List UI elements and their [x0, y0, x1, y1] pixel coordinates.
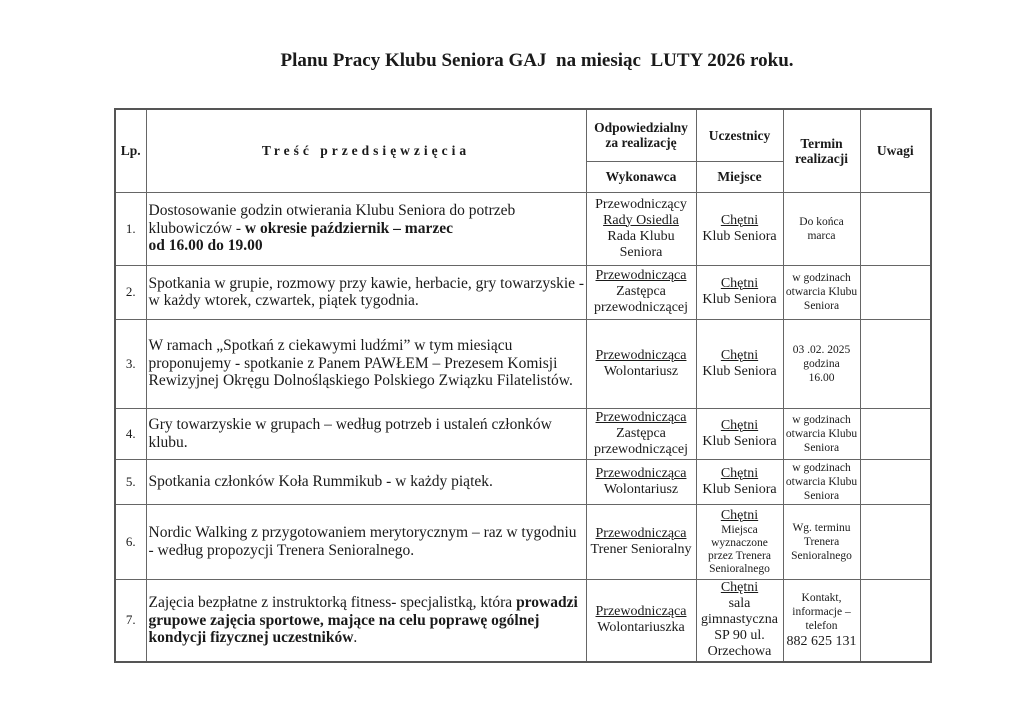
header-executor: Wykonawca [586, 161, 696, 192]
participants-underlined: Chętni [720, 417, 759, 433]
responsible-line: Trener Senioralny [590, 541, 692, 557]
text: Dostosowanie godzin otwierania Klubu Seniora do potrzeb klubowiczów - [148, 202, 516, 237]
deadline-line: w godzinach [792, 413, 851, 426]
activity-description [146, 459, 586, 504]
header-responsible: Odpowiedzialny za realizację [586, 109, 696, 161]
responsible-cell [586, 192, 696, 265]
participants-underlined: Chętni [720, 276, 759, 291]
participants-cell [696, 504, 783, 579]
phone-number: 882 625 131 [786, 633, 857, 649]
deadline-cell [783, 459, 860, 504]
participants-cell [696, 408, 783, 459]
notes-cell [860, 319, 931, 408]
row-number: 1. [115, 192, 146, 265]
responsible-cell [586, 459, 696, 504]
deadline-cell [783, 504, 860, 579]
bold-text: prowadzi grupowe zajęcia sportowe, mające na celu poprawę ogólnej kondycji fizycznej uczestników [148, 594, 578, 646]
header-notes: Uwagi [860, 109, 931, 192]
responsible-line: Wolontariusz [603, 481, 679, 497]
notes-cell [860, 192, 931, 265]
deadline-cell [783, 265, 860, 319]
deadline-cell [783, 319, 860, 408]
deadline-line: Wg. terminu [792, 521, 851, 534]
deadline-cell [783, 579, 860, 662]
deadline-line: godzina [803, 357, 840, 370]
table-row [115, 459, 931, 504]
activity-description [146, 319, 586, 408]
table-row [115, 319, 931, 408]
table-row [115, 579, 931, 662]
deadline-line: Senioralnego [791, 549, 852, 562]
deadline-line: Seniora [803, 489, 840, 502]
deadline-line: 16.00 [808, 371, 835, 384]
place-line: Klub Seniora [702, 433, 777, 449]
responsible-cell [586, 504, 696, 579]
activity-description [146, 504, 586, 579]
participants-underlined: Chętni [720, 212, 759, 228]
responsible-role-underlined: Przewodnicząca [595, 604, 687, 620]
participants-cell [696, 579, 783, 662]
page-title: Planu Pracy Klubu Seniora GAJ na miesiąc LUTY 2026 roku. [280, 50, 794, 71]
place-line: Klub Seniora [702, 292, 777, 307]
participants-cell [696, 319, 783, 408]
deadline-line: 03 .02. 2025 [792, 343, 851, 356]
bold-text: w okresie październik – marzec [244, 219, 453, 237]
deadline-line: Do końca [799, 215, 844, 228]
notes-cell [860, 579, 931, 662]
text: W ramach „Spotkań z ciekawymi ludźmi” w tym miesiącu proponujemy - spotkanie z Panem PAWŁEM – Prezesem Komisji Rewizyjnej Okręgu Dolnośląskiego Polskiego Związku Filatelistów. [148, 337, 573, 390]
row-number: 4. [115, 408, 146, 459]
place-line: SP 90 ul. [714, 628, 765, 644]
responsible-line: przewodniczącej [593, 441, 689, 457]
place-line: Senioralnego [709, 562, 770, 575]
deadline-line: w godzinach [792, 461, 851, 474]
table-row [115, 504, 931, 579]
participants-cell [696, 459, 783, 504]
participants-cell [696, 265, 783, 319]
notes-cell [860, 265, 931, 319]
activity-description [146, 192, 586, 265]
table-row [115, 192, 931, 265]
deadline-line: otwarcia Klubu [785, 427, 858, 440]
activity-description [146, 408, 586, 459]
text: Nordic Walking z przygotowaniem merytorycznym – raz w tygodniu - według propozycji Trenera Senioralnego. [148, 524, 577, 559]
responsible-role-underlined: Przewodnicząca [595, 268, 687, 283]
text: Gry towarzyskie w grupach – według potrzeb i ustaleń członków klubu. [148, 416, 552, 451]
notes-cell [860, 504, 931, 579]
header-deadline: Termin realizacji [783, 109, 860, 192]
header-content: Treść przedsięwzięcia [146, 109, 586, 192]
deadline-line: Kontakt, [801, 591, 842, 604]
row-number: 6. [115, 504, 146, 579]
place-line: gimnastyczna [701, 612, 778, 628]
responsible-cell [586, 408, 696, 459]
responsible-line: Rada Klubu [607, 228, 675, 244]
participants-underlined: Chętni [720, 507, 759, 523]
header-place: Miejsce [696, 161, 783, 192]
responsible-line: Przewodniczący [595, 196, 687, 212]
place-line: Klub Seniora [702, 363, 777, 379]
row-number: 2. [115, 265, 146, 319]
place-line: wyznaczone [711, 536, 768, 549]
table-body [115, 192, 931, 662]
deadline-line: informacje – [792, 605, 851, 618]
deadline-line: Trenera [803, 535, 840, 548]
responsible-line: Wolontariuszka [597, 620, 685, 636]
responsible-role-underlined: Rady Osiedla [603, 212, 679, 228]
table-row [115, 408, 931, 459]
text: . [353, 629, 358, 646]
text: Spotkania członków Koła Rummikub - w każdy piątek. [148, 472, 493, 490]
responsible-line: Zastępca [616, 284, 666, 299]
deadline-line: Seniora [803, 300, 840, 312]
notes-cell [860, 408, 931, 459]
deadline-cell [783, 192, 860, 265]
responsible-role-underlined: Przewodnicząca [595, 525, 687, 541]
responsible-cell [586, 579, 696, 662]
notes-cell [860, 459, 931, 504]
activity-description [146, 265, 586, 319]
participants-cell [696, 192, 783, 265]
participants-underlined: Chętni [720, 465, 759, 481]
deadline-line: Seniora [803, 441, 840, 454]
header-participants: Uczestnicy [696, 109, 783, 161]
work-plan-table [114, 108, 932, 663]
place-line: przez Trenera [708, 549, 771, 562]
deadline-line: otwarcia Klubu [785, 286, 858, 298]
table-row [115, 265, 931, 319]
responsible-line: Wolontariusz [603, 363, 679, 379]
row-number: 7. [115, 579, 146, 662]
deadline-cell [783, 408, 860, 459]
deadline-line: w godzinach [792, 272, 851, 284]
place-line: Orzechowa [707, 644, 772, 660]
responsible-cell [586, 319, 696, 408]
responsible-line: Seniora [619, 244, 663, 260]
text: Spotkania w grupie, rozmowy przy kawie, herbacie, gry towarzyskie - w każdy wtorek, czwartek, piątek tygodnia. [148, 274, 585, 309]
row-number: 3. [115, 319, 146, 408]
place-line: Klub Seniora [702, 228, 777, 244]
responsible-role-underlined: Przewodnicząca [595, 347, 687, 363]
bold-text: od 16.00 do 19.00 [148, 237, 263, 255]
text: Zajęcia bezpłatne z instruktorką fitness- specjalistką, która [148, 594, 517, 611]
place-line: sala [728, 596, 751, 612]
responsible-role-underlined: Przewodnicząca [595, 409, 687, 425]
activity-description [146, 579, 586, 662]
place-line: Klub Seniora [702, 481, 777, 497]
deadline-line: marca [807, 229, 836, 242]
deadline-line: telefon [805, 619, 838, 632]
place-line: Miejsca [721, 523, 758, 536]
participants-underlined: Chętni [720, 580, 759, 596]
responsible-line: Zastępca [616, 425, 666, 441]
participants-underlined: Chętni [720, 347, 759, 363]
row-number: 5. [115, 459, 146, 504]
responsible-line: przewodniczącej [593, 300, 689, 315]
responsible-cell [586, 265, 696, 319]
responsible-role-underlined: Przewodnicząca [595, 465, 687, 481]
header-lp: Lp. [115, 109, 146, 192]
deadline-line: otwarcia Klubu [785, 475, 858, 488]
